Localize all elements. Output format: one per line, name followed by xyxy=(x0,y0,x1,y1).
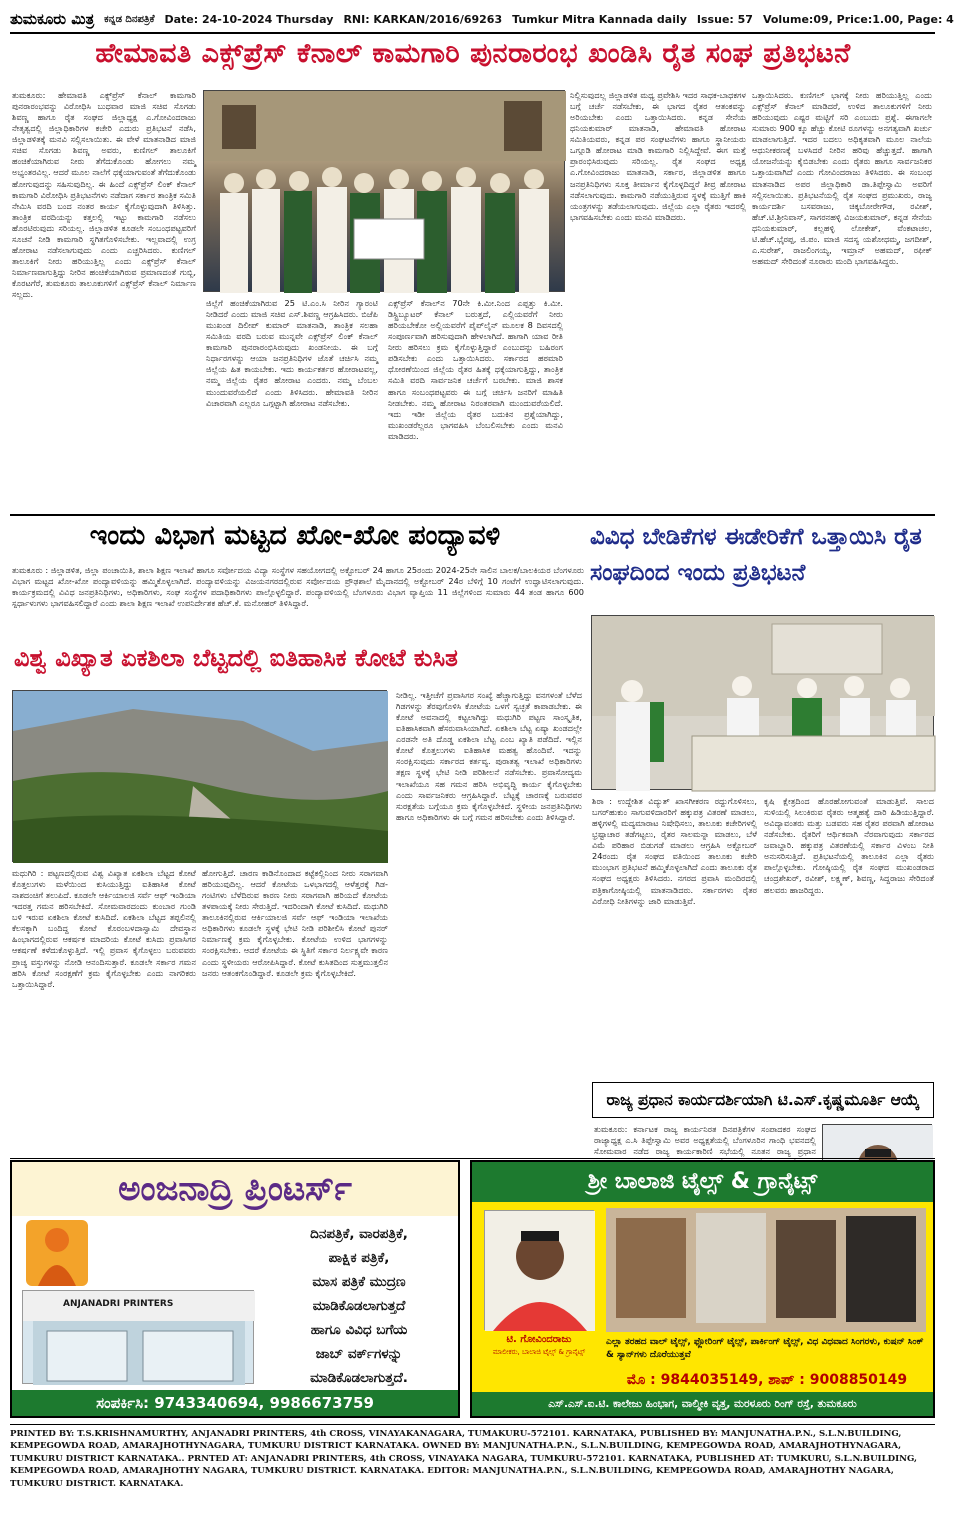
story1-column-3: ಎಕ್ಸ್‌ಪ್ರೆಸ್ ಕೆನಾಲ್‌ನ 70ನೇ ಕಿ.ಮೀ.ನಿಂದ ಎಪ್ಪತ್ತು ಕಿ.ಮೀ. ಡಿಸ್ಟ್ರಿಬ್ಯೂಟರ್ ಕೆನಾಲ್ ಬರುತ್ತದೆ, ಎಲ್ಲಿಯವರೆಗೆ ನೀರು ಹರಿಯಬೇಕೋ ಅಲ್ಲಿಯವರೆಗೆ ಪೈಪ್‌ಲೈನ್ ಮೂಲಕ 8 ದಿವಸದಲ್ಲಿ ಸಂಪೂರ್ಣವಾಗಿ ಹರಿಸುವುದಾಗಿ ಹೇಳಲಾಗಿದೆ. ಹಾಗಾಗಿ ಯಾವ ರೀತಿ ನೀರು ಹರಿಸಲು ಕ್ರಮ ಕೈಗೊಳ್ಳುತ್ತಿದ್ದಾರೆ ಎಂಬುದನ್ನು ಬಹಿರಂಗ ಪಡಿಸಬೇಕು ಎಂದು ಒತ್ತಾಯಿಸಿದರು. ಸರ್ಕಾರದ ಹಠಮಾರಿ ಧೋರಣೆಯಿಂದ ಜಿಲ್ಲೆಯ ರೈತರ ಹಿತಕ್ಕೆ ಧಕ್ಕೆಯಾಗುತ್ತಿದ್ದು, ತಾಂತ್ರಿಕ ಸಮಿತಿ ವರದಿ ಸಾರ್ವಜನಿಕ ಚರ್ಚೆಗೆ ಬರಬೇಕು. ಮಾಜಿ ಶಾಸಕ ಹಾಗೂ ಸಂಬಂಧಪಟ್ಟವರು ಈ ಬಗ್ಗೆ ಚರ್ಚಿಸಿ ಜನರಿಗೆ ಮಾಹಿತಿ ನೀಡಬೇಕು. ನಮ್ಮ ಹೋರಾಟ ನಿರಂತರವಾಗಿ ಮುಂದುವರೆಯಲಿದೆ. ಇದು ಇಡೀ ಜಿಲ್ಲೆಯ ರೈತರ ಬದುಕಿನ ಪ್ರಶ್ನೆಯಾಗಿದ್ದು, ಮುಖಂಡರೆಲ್ಲರೂ ಭಾಗವಹಿಸಿ ಬೆಂಬಲಿಸಬೇಕು ಎಂದು ಮನವಿ ಮಾಡಿದರು. xyxy=(388,298,563,441)
story4-column-2: ಹೋಗುತ್ತಿದೆ. ಚಾರಣ ಕಾಡಿನೊಂದಾದ ಕಟ್ಟೆಕಲ್ಲಿನಿಂದ ನೀರು ಸರಾಗವಾಗಿ ಹರಿಯುವುದಿಲ್ಲ. ಆದರೆ ಕೋಟೆಯ ಒಳಭಾಗದಲ್ಲಿ ಆಳೆತ್ತರಕ್ಕೆ ಗಿಡ-ಗಂಟಿಗಳು ಬೆಳೆದಿರುವ ಕಾರಣ ನೀರು ಸರಾಗವಾಗಿ ಹರಿಯದೆ ಕೋಟೆಯ ತಳಪಾಯಕ್ಕೆ ನೀರು ಸೇರುತ್ತಿದೆ. ಇದರಿಂದಾಗಿ ಕೋಟೆ ಕುಸಿದಿದೆ. ಮಧುಗಿರಿ ತಾಲೂಕಿನಲ್ಲಿರುವ ಆರ್ಕಿಯಾಲಜಿ ಸರ್ವೆ ಆಫ್ ಇಂಡಿಯಾ ಇಲಾಖೆಯ ಅಧಿಕಾರಿಗಳು ಕೂಡಲೇ ಸ್ಥಳಕ್ಕೆ ಭೇಟಿ ನೀಡಿ ಪರಿಶೀಲಿಸಿ ಕೋಟೆ ಪುನರ್ ನಿರ್ಮಾಣಕ್ಕೆ ಕ್ರಮ ಕೈಗೊಳ್ಳಬೇಕು. ಕೋಟೆಯ ಉಳಿದ ಭಾಗಗಳನ್ನು ಸಂರಕ್ಷಿಸಬೇಕು. ಆದರೆ ಕೋಟೆಯ ಈ ಸ್ಥಿತಿಗೆ ಸರ್ಕಾರ ನಿರ್ಲಕ್ಷ್ಯವೇ ಕಾರಣ ಎಂದು ಸ್ಥಳೀಯರು ಆರೋಪಿಸಿದ್ದಾರೆ. ಕೋಟೆ ಕುಸಿತದಿಂದ ಸುತ್ತಮುತ್ತಲಿನ ಜನರು ಆತಂಕಗೊಂಡಿದ್ದಾರೆ. ಕೂಡಲೇ ಕ್ರಮ ಕೈಗೊಳ್ಳಬೇಕಿದೆ. xyxy=(202,868,388,978)
story3-headline-text: ವಿವಿಧ ಬೇಡಿಕೆಗಳ ಈಡೇರಿಕೆಗೆ ಒತ್ತಾಯಿಸಿ ರೈತ ಸಂಘದಿಂದ ಇಂದು ಪ್ರತಿಭಟನೆ xyxy=(590,524,922,586)
story4-headline: ವಿಶ್ವ ವಿಖ್ಯಾತ ಏಕಶಿಲಾ ಬೆಟ್ಟದಲ್ಲಿ ಐತಿಹಾಸಿಕ ಕೋಟೆ ಕುಸಿತ xyxy=(14,644,458,672)
ad-balaji-tiles xyxy=(470,1160,935,1418)
story2-headline: ಇಂದು ವಿಭಾಗ ಮಟ್ಟದ ಖೋ-ಖೋ ಪಂದ್ಯಾವಳಿ xyxy=(89,520,501,551)
ad1-service-line: ಮಾಡಿಕೊಡಲಾಗುತ್ತದೆ xyxy=(312,1298,406,1314)
ad2-offer: ಎಲ್ಲಾ ತರಹದ ವಾಲ್ ಟೈಲ್ಸ್, ಫ್ಲೋರಿಂಗ್ ಟೈಲ್ಸ್, ಪಾರ್ಕಿಂಗ್ ಟೈಲ್ಸ್, ವಿಧ ವಿಧವಾದ ಸಿಂಗರಳು, ಕುಷನ್ ಸಿಂಕ್ & ಸ್ಯಾನ್‌ಗಳು ದೊರೆಯುತ್ತವೆ xyxy=(606,1337,924,1361)
ad1-service-line: ಪಾಕ್ಷಿಕ ಪತ್ರಿಕೆ, xyxy=(328,1250,390,1266)
ad1-service-line: ಮಾಸ ಪತ್ರಿಕೆ ಮುದ್ರಣ xyxy=(312,1274,406,1290)
rni-number: RNI: KARKAN/2016/69263 xyxy=(343,12,503,26)
ad2-title: ಶ್ರೀ ಬಾಲಾಜಿ ಟೈಲ್ಸ್ & ಗ್ರಾನೈಟ್ಸ್ xyxy=(472,1162,933,1202)
story2-body: ತುಮಕೂರು : ಜಿಲ್ಲಾಡಳಿತ, ಜಿಲ್ಲಾ ಪಂಚಾಯಿತಿ, ಶಾಲಾ ಶಿಕ್ಷಣ ಇಲಾಖೆ ಹಾಗೂ ಸರ್ವೋದಯ ವಿದ್ಯಾ ಸಂಸ್ಥೆಗಳ ಸಹಯೋಗದಲ್ಲಿ ಅಕ್ಟೋಬರ್ 24 ಹಾಗೂ 25ರಂದು 2024-25ನೇ ಸಾಲಿನ ಬಾಲಕ/ಬಾಲಕಿಯರ ಬೆಂಗಳೂರು ವಿಭಾಗ ಮಟ್ಟದ ಖೋ-ಖೋ ಪಂದ್ಯಾವಳಿಯನ್ನು ಹಮ್ಮಿಕೊಳ್ಳಲಾಗಿದೆ. ಪಂದ್ಯಾವಳಿಯನ್ನು ವಿಜಯನಗರದಲ್ಲಿರುವ ಸರ್ವೋದಯ ಪ್ರೌಢಶಾಲೆ ಮೈದಾನದಲ್ಲಿ ಅಕ್ಟೋಬರ್ 24ರ ಬೆಳಿಗ್ಗೆ 10 ಗಂಟೆಗೆ ಉದ್ಘಾಟಿಸಲಾಗುವುದು. ಕಾರ್ಯಕ್ರಮದಲ್ಲಿ ವಿವಿಧ ಜನಪ್ರತಿನಿಧಿಗಳು, ಅಧಿಕಾರಿಗಳು, ಸಂಘ ಸಂಸ್ಥೆಗಳ ಪದಾಧಿಕಾರಿಗಳು ಪಾಲ್ಗೊಳ್ಳಲಿದ್ದಾರೆ. ಪಂದ್ಯಾವಳಿಯಲ್ಲಿ ಬೆಂಗಳೂರು ವಿಭಾಗ ವ್ಯಾಪ್ತಿಯ 11 ಜಿಲ್ಲೆಗಳಿಂದ ಸುಮಾರು 44 ತಂಡ ಹಾಗೂ 600 ಸ್ಪರ್ಧಾಳುಗಳು ಭಾಗವಹಿಸಲಿದ್ದಾರೆ ಎಂದು ಶಾಲಾ ಶಿಕ್ಷಣ ಇಲಾಖೆ ಉಪನಿರ್ದೇಶಕ ಹೆಚ್.ಕೆ. ಮನೋಹರ್ ತಿಳಿಸಿದ್ದಾರೆ. xyxy=(12,565,584,609)
footer-imprint: PRINTED BY: T.S.KRISHNAMURTHY, ANJANADRI PRINTERS, 4th CROSS, VINAYAKANAGARA, TUMAKURU-572101. KARNATAKA, PUBLISHED BY: MANJUNATHA.P.N., S.L.N.BUILDING, KEMPEGOWDA ROAD, AMARAJHOTHYNAGARA, TUMKURU DISTRICT KARNATAKA. OWNED BY: MANJUNATHA.P.N., S.L.N.BUILDING, KEMPEGOWDA ROAD, AMARAJHOTHYNAGARA, TUMKURU DISTRICT KARNATAKA.. PRNTED AT: ANJANADRI PRINTERS, 4th CROSS, VINAYAKA NAGARA, TUMKURU-572101. KARNATAKA, PUBLISHED AT: TUMKURU, S.L.N.BUILDING, KEMPEGOWDA ROAD, AMARAJHOTHY NAGARA, TUMKURU DISTRICT. KARNATAKA. EDITOR: MANJUNATHA.P.N., S.L.N.BUILDING, KEMPEGOWDA ROAD, AMARAJHOTHY NAGARA, TUMKURU DISTRICT. KARNATAKA. xyxy=(10,1429,917,1489)
ad1-service-line: ಜಾಬ್ ವರ್ಕ್‌ಗಳನ್ನು xyxy=(315,1346,403,1362)
story4-fort-photo xyxy=(12,690,387,862)
ad2-owner-name: ಟಿ. ಗೋವಿಂದರಾಜು xyxy=(506,1334,572,1345)
ad1-shop-photo xyxy=(22,1290,254,1384)
ad1-contact: ಸಂಪರ್ಕಿಸಿ: 9743340694, 9986673759 xyxy=(12,1390,458,1416)
deity-icon xyxy=(26,1220,88,1286)
story1-column-5: ಒತ್ತಾಯಿಸಿದರು. ಕುಣಿಗಲ್ ಭಾಗಕ್ಕೆ ನೀರು ಹರಿಯುತ್ತಿಲ್ಲ ಎಂದು ಎಕ್ಸ್‌ಪ್ರೆಸ್ ಕೆನಾಲ್ ಮಾಡಿದರೆ, ಉಳಿದ ತಾಲೂಕುಗಳಿಗೆ ನೀರು ಹರಿಯುವುದು ಎಷ್ಟರ ಮಟ್ಟಿಗೆ ಸರಿ ಎಂಬುದು ಪ್ರಶ್ನೆ. ಈಗಾಗಲೇ ಸುಮಾರು 900 ಕ್ಕೂ ಹೆಚ್ಚು ಕೋಟಿ ರೂಗಳನ್ನು ಅನಗತ್ಯವಾಗಿ ಖರ್ಚು ಮಾಡಲಾಗುತ್ತಿದೆ. ಇದರ ಬದಲು ಅಧಿಕೃತವಾಗಿ ಮೂಲ ನಾಲೆಯ ಆಧುನೀಕರಣಕ್ಕೆ ಬಳಸಿದರೆ ನೀರಿನ ಹರಿವು ಹೆಚ್ಚುತ್ತದೆ. ಹಾಗಾಗಿ ಯೋಜನೆಯನ್ನು ಕೈಬಿಡಬೇಕು ಎಂದು ರೈತರು ಹಾಗೂ ಸಾರ್ವಜನಿಕರ ಒತ್ತಾಯವಾಗಿದೆ ಎಂದು ಗೋವಿಂದರಾಜು ತಿಳಿಸಿದರು. ಈ ಸಂಬಂಧ ಮಾತನಾಡಿದ ಅಪರ ಜಿಲ್ಲಾಧಿಕಾರಿ ಡಾ.ತಿಪ್ಪೇಸ್ವಾಮಿ ಅವರಿಗೆ ಸಲ್ಲಿಸಲಾಯಿತು. ಪ್ರತಿಭಟನೆಯಲ್ಲಿ ರೈತ ಸಂಘದ ಪ್ರಮುಖರು, ರಾಜ್ಯ ಕಾರ್ಯದರ್ಶಿ ಬಸವರಾಜು, ಚಿಕ್ಕಬೋರೇಗೌಡ, ರವೀಶ್, ಹೆಚ್.ಟಿ.ಶ್ರೀನಿವಾಸ್, ಸಾಗರನಹಳ್ಳಿ ವಿಜಯಕುಮಾರ್, ಕನ್ನಡ ಸೇನೆಯ ಧನಿಯಕುಮಾರ್, ಕಲ್ಲಹಳ್ಳಿ ಲೋಕೇಶ್, ವೆಂಕಟಾಚಲ, ಟಿ.ಹೆಚ್.ಭೈರಪ್ಪ, ಜಿ.ಪಂ. ಮಾಜಿ ಸದಸ್ಯ ಯಶೋಧಮ್ಮ, ಜಗದೀಶ್, ಎ.ಸುರೇಶ್, ರಾಜಲಿಂಗಯ್ಯ, ಇಮ್ರಾನ್ ಅಹಮದ್, ರಫೀಕ್ ಅಹಮದ್ ಸೇರಿದಂತೆ ನೂರಾರು ಮಂದಿ ಭಾಗವಹಿಸಿದ್ದರು. xyxy=(752,90,932,266)
ad2-owner-photo xyxy=(484,1210,594,1330)
ad-anjanadri-printers xyxy=(10,1160,460,1418)
tiles-illustration xyxy=(606,1208,926,1332)
story5-body: ತುಮಕೂರು: ಕರ್ನಾಟಕ ರಾಜ್ಯ ಕಾರ್ಯನಿರತ ದಿನಪತ್ರಿಕೆಗಳ ಸಂಪಾದಕರ ಸಂಘದ ರಾಜ್ಯಾಧ್ಯಕ್ಷ ಎ.ಸಿ ತಿಪ್ಪೇಸ್ವಾಮಿ ಅವರ ಅಧ್ಯಕ್ಷತೆಯಲ್ಲಿ ಬೆಂಗಳೂರಿನ ಗಾಂಧಿ ಭವನದಲ್ಲಿ ಸೋಮವಾರ ನಡೆದ ರಾಜ್ಯ ಕಾರ್ಯಕಾರಿಣಿ ಸಭೆಯಲ್ಲಿ ನೂತನ ರಾಜ್ಯ ಪ್ರಧಾನ xyxy=(594,1124,816,1157)
masthead-tagline: ಕನ್ನಡ ದಿನಪತ್ರಿಕೆ xyxy=(104,13,155,25)
story1-column-1: ತುಮಕೂರು: ಹೇಮಾವತಿ ಎಕ್ಸ್‌ಪ್ರೆಸ್ ಕೆನಾಲ್ ಕಾಮಗಾರಿ ಪುನರಾರಂಭವನ್ನು ವಿರೋಧಿಸಿ ಬುಧವಾರ ಮಾಜಿ ಸಚಿವ ಸೊಗಡು ಶಿವಣ್ಣ ಹಾಗೂ ರೈತ ಸಂಘದ ಜಿಲ್ಲಾಧ್ಯಕ್ಷ ಎ.ಗೋವಿಂದರಾಜು ನೇತೃತ್ವದಲ್ಲಿ ಜಿಲ್ಲಾಧಿಕಾರಿಗಳ ಕಚೇರಿ ಎದುರು ಪ್ರತಿಭಟನೆ ನಡೆಸಿ, ಜಿಲ್ಲಾಡಳಿತಕ್ಕೆ ಮನವಿ ಸಲ್ಲಿಸಲಾಯಿತು. ಈ ವೇಳೆ ಮಾತನಾಡಿದ ಮಾಜಿ ಸಚಿವ ಸೊಗಡು ಶಿವಣ್ಣ ಅವರು, ಕುಣಿಗಲ್ ತಾಲೂಕಿಗೆ ಹಂಚಿಕೆಯಾಗಿರುವ ನೀರು ತೆಗೆದುಕೊಂಡು ಹೋಗಲು ನಮ್ಮ ಅಭ್ಯಂತರವಿಲ್ಲ. ಆದರೆ ಮೂಲ ನಾಲೆಗೆ ಧಕ್ಕೆಯಾಗುವಂತೆ ತೆಗೆದುಕೊಂಡು ಹೋಗುವುದನ್ನು ಸಹಿಸುವುದಿಲ್ಲ. ಈ ಹಿಂದೆ ಎಕ್ಸ್‌ಪ್ರೆಸ್ ಲಿಂಕ್ ಕೆನಾಲ್ ಕಾಮಗಾರಿ ವಿರೋಧಿಸಿ ಪ್ರತಿಭಟನೆಗಳು ನಡೆದಾಗ ಸರ್ಕಾರ ತಾಂತ್ರಿಕ ಸಮಿತಿ ನೇಮಿಸಿ ವರದಿ ಬಂದ ನಂತರ ಕಾರ್ಯ ಕೈಗೊಳ್ಳುವುದಾಗಿ ತಿಳಿಸಿತ್ತು. ತಾಂತ್ರಿಕ ವರದಿಯನ್ನು ಕತ್ತಲಲ್ಲಿ ಇಟ್ಟು ಕಾಮಗಾರಿ ನಡೆಸಲು ಹೊರಟಿರುವುದು ಸರಿಯಲ್ಲ. ಜಿಲ್ಲಾಡಳಿತ ಕೂಡಲೇ ಸಂಬಂಧಪಟ್ಟವರಿಗೆ ಸೂಚನೆ ನೀಡಿ ಕಾಮಗಾರಿ ಸ್ಥಗಿತಗೊಳಿಸಬೇಕು. ಇಲ್ಲವಾದಲ್ಲಿ ಉಗ್ರ ಹೋರಾಟ ನಡೆಸಲಾಗುವುದು ಎಂದು ಎಚ್ಚರಿಸಿದರು. ಕುಣಿಗಲ್ ತಾಲೂಕಿಗೆ ನೀರು ಹರಿಯುತ್ತಿಲ್ಲ ಎಂದು ಎಕ್ಸ್‌ಪ್ರೆಸ್ ಕೆನಾಲ್ ನಿರ್ಮಾಣವಾಗುತ್ತಿದ್ದು ನೀರಿನ ಹಂಚಿಕೆಯಾಗಿರುವ ಪ್ರಮಾಣದಂತೆ ಗುಬ್ಬಿ, ಕೊರಟಗೆರೆ, ತುಮಕೂರು ತಾಲೂಕುಗಳಿಗೆ ಎಕ್ಸ್‌ಪ್ರೆಸ್ ಕೆನಾಲ್ ನಿರ್ಮಾಣ ಸಲ್ಲದು. xyxy=(12,90,196,300)
issue-number: Issue: 57 xyxy=(696,12,753,26)
ad1-hanuman-image xyxy=(26,1220,88,1286)
volume-price-page: Volume:09, Price:1.00, Page: 4 xyxy=(762,12,954,26)
story1-protest-photo xyxy=(203,90,565,292)
press-meet-illustration xyxy=(592,616,935,791)
masthead xyxy=(10,6,954,34)
story1-headline: ಹೇಮಾವತಿ ಎಕ್ಸ್‌ಪ್ರೆಸ್ ಕೆನಾಲ್ ಕಾಮಗಾರಿ ಪುನರಾರಂಭ ಖಂಡಿಸಿ ರೈತ ಸಂಘ ಪ್ರತಿಭಟನೆ xyxy=(95,38,851,69)
story4-column-3: ನೀಡಿಲ್ಲ. ಇತ್ತೀಚೆಗೆ ಪ್ರವಾಸಿಗರ ಸಂಖ್ಯೆ ಹೆಚ್ಚಾಗುತ್ತಿದ್ದು ವನಗಳಂತೆ ಬೆಳೆದ ಗಿಡಗಳನ್ನು ತೆರವುಗೊಳಿಸಿ ಕೋಟೆಯ ಒಳಗೆ ಸ್ವಚ್ಛತೆ ಕಾಪಾಡಬೇಕು. ಈ ಕೋಟೆ ಅವನಾದಲ್ಲಿ ಕಟ್ಟಲಾಗಿದ್ದು ಮಧುಗಿರಿ ಪಟ್ಟಣ ಸಾಂಸ್ಕೃತಿಕ, ಐತಿಹಾಸಿಕವಾಗಿ ಹೆಸರುವಾಸಿಯಾಗಿದೆ. ಏಕಶಿಲಾ ಬೆಟ್ಟ ಏಷ್ಯಾ ಖಂಡದಲ್ಲೇ ಎರಡನೇ ಅತಿ ದೊಡ್ಡ ಏಕಶಿಲಾ ಬೆಟ್ಟ ಎಂಬ ಖ್ಯಾತಿ ಪಡೆದಿದೆ. ಇಲ್ಲಿನ ಕೋಟೆ ಕೊತ್ತಲುಗಳು ಐತಿಹಾಸಿಕ ಮಹತ್ವ ಹೊಂದಿವೆ. ಇದನ್ನು ಸಂರಕ್ಷಿಸುವುದು ಸರ್ಕಾರದ ಕರ್ತವ್ಯ. ಪುರಾತತ್ವ ಇಲಾಖೆ ಅಧಿಕಾರಿಗಳು ತಕ್ಷಣ ಸ್ಥಳಕ್ಕೆ ಭೇಟಿ ನೀಡಿ ಪರಿಶೀಲನೆ ನಡೆಸಬೇಕು. ಪ್ರವಾಸೋದ್ಯಮ ಇಲಾಖೆಯೂ ಸಹ ಗಮನ ಹರಿಸಿ ಅಭಿವೃದ್ಧಿ ಕಾರ್ಯ ಕೈಗೊಳ್ಳಬೇಕು ಎಂದು ಸಾರ್ವಜನಿಕರು ಆಗ್ರಹಿಸಿದ್ದಾರೆ. ಬೆಟ್ಟಕ್ಕೆ ಚಾರಣಕ್ಕೆ ಬರುವವರ ಸುರಕ್ಷತೆಯ ಬಗ್ಗೆಯೂ ಕ್ರಮ ಕೈಗೊಳ್ಳಬೇಕಿದೆ. ಸ್ಥಳೀಯ ಜನಪ್ರತಿನಿಧಿಗಳು ಹಾಗೂ ಅಧಿಕಾರಿಗಳು ಈ ಬಗ್ಗೆ ಗಮನ ಹರಿಸಬೇಕು ಎಂದು ತಿಳಿಸಿದ್ದಾರೆ. xyxy=(396,690,582,822)
story5-headline: ರಾಜ್ಯ ಪ್ರಧಾನ ಕಾರ್ಯದರ್ಶಿಯಾಗಿ ಟಿ.ಎಸ್.ಕೃಷ್ಣಮೂರ್ತಿ ಆಯ್ಕೆ xyxy=(606,1090,920,1109)
fort-illustration xyxy=(13,691,388,863)
ad1-services xyxy=(262,1222,456,1390)
footer-divider xyxy=(10,1424,935,1425)
ad2-address: ಎಸ್.ಎಸ್.ಐ.ಟಿ. ಕಾಲೇಜು ಹಿಂಭಾಗ, ವಾಲ್ಮೀಕಿ ವೃತ್ತ, ಮರಳೂರು ರಿಂಗ್ ರಸ್ತೆ, ತುಮಕೂರು xyxy=(472,1392,933,1416)
ad1-service-line: ಹಾಗೂ ವಿವಿಧ ಬಗೆಯ xyxy=(310,1322,408,1338)
ads-divider xyxy=(10,1158,935,1159)
story4-column-1: ಮಧುಗಿರಿ : ಪಟ್ಟಣದಲ್ಲಿರುವ ವಿಶ್ವ ವಿಖ್ಯಾತ ಏಕಶಿಲಾ ಬೆಟ್ಟದ ಕೋಟೆ ಕೊತ್ತಲುಗಳು ಮಳೆಯಿಂದ ಕುಸಿಯುತ್ತಿದ್ದು ಐತಿಹಾಸಿಕ ಕೋಟೆ ನಾಶದಂಚಿಗೆ ತಲುಪಿದೆ. ಕೂಡಲೇ ಆರ್ಕಿಯಾಲಜಿ ಸರ್ವೆ ಆಫ್ ಇಂಡಿಯಾ ಇದರತ್ತ ಗಮನ ಹರಿಸಬೇಕಿದೆ. ಸೋಮವಾರದಂದು ಕುಂಬಾರ ಗುಂಡಿ ಬಳಿ ಇರುವ ಏಕಶಿಲಾ ಕೋಟೆ ಕುಸಿದಿದೆ. ಏಕಶಿಲಾ ಬೆಟ್ಟದ ತಪ್ಪಲಿನಲ್ಲಿ ಕೆಲಸಕ್ಕಾಗಿ ಬಂದಿದ್ದ ಕೋಟೆ ಕೊರಂಬಳದಾಸ್ವಾಮಿ ದೇವಸ್ಥಾನ ಹಿಂಭಾಗದಲ್ಲಿರುವ ಆಕರ್ಷಕ ಮಾದರಿಯ ಕೋಟೆ ಕುಸಿದು ಪ್ರವಾಸಿಗರ ಆಕರ್ಷಣೆ ಕಳೆದುಕೊಳ್ಳುತ್ತಿದೆ. ಇಲ್ಲಿ ಪ್ರವಾಸ ಕೈಗೊಳ್ಳಲು ಬರುವವರು ಪ್ರಾಚ್ಯ ವಸ್ತುಗಳನ್ನು ನೋಡಿ ಆನಂದಿಸುತ್ತಾರೆ. ಕೂಡಲೇ ಸರ್ಕಾರ ಗಮನ ಹರಿಸಿ ಕೋಟೆ ಸಂರಕ್ಷಣೆಗೆ ಕ್ರಮ ಕೈಗೊಳ್ಳಬೇಕು ಎಂದು ನಾಗರಿಕರು ಒತ್ತಾಯಿಸಿದ್ದಾರೆ. xyxy=(12,868,196,989)
ad2-tiles-image xyxy=(606,1208,926,1332)
owner-portrait-icon xyxy=(485,1211,595,1331)
story3-column-2: ಕೃಷಿ ಕ್ಷೇತ್ರದಿಂದ ಹೊರಹೋಗುವಂತೆ ಮಾಡುತ್ತಿವೆ. ಸಾಲದ ಸುಳಿಯಲ್ಲಿ ಸಿಲುಕಿರುವ ರೈತರು ಆತ್ಮಹತ್ಯೆ ದಾರಿ ಹಿಡಿಯುತ್ತಿದ್ದಾರೆ. ಅವಿದ್ಯಾವಂತರು ಮತ್ತು ಬಡವರು ಸಹ ರೈತರ ಪರವಾಗಿ ಹೋರಾಟ ನಡೆಸಬೇಕು. ರೈತರಿಗೆ ಆರ್ಥಿಕವಾಗಿ ನೆರವಾಗುವುದು ಸರ್ಕಾರದ ಜವಾಬ್ದಾರಿ. ಹಕ್ಕುಪತ್ರ ವಿತರಣೆಯಲ್ಲಿ ಸರ್ಕಾರ ವಿಳಂಬ ನೀತಿ ಅನುಸರಿಸುತ್ತಿದೆ. ಪ್ರತಿಭಟನೆಯಲ್ಲಿ ತಾಲೂಕಿನ ಎಲ್ಲಾ ರೈತರು ಪಾಲ್ಗೊಳ್ಳಬೇಕು. ಗೋಷ್ಠಿಯಲ್ಲಿ ರೈತ ಸಂಘದ ಮುಖಂಡರಾದ ಚಂದ್ರಶೇಖರ್, ರವೀಶ್, ಲಕ್ಷ್ಮಣ್, ಶಿವಣ್ಣ, ಸಿದ್ದರಾಜು ಸೇರಿದಂತೆ ಹಲವರು ಹಾಜರಿದ್ದರು. xyxy=(764,796,934,895)
issue-date: Date: 24-10-2024 Thursday xyxy=(164,12,334,26)
ad1-service-line: ಮಾಡಿಕೊಡಲಾಗುತ್ತದೆ. xyxy=(310,1370,408,1386)
ad1-service-line: ದಿನಪತ್ರಿಕೆ, ವಾರಪತ್ರಿಕೆ, xyxy=(310,1226,408,1242)
story3-column-1: ಶಿರಾ : ಉದ್ದೇಶಿತ ವಿದ್ಯುತ್ ಖಾಸಗೀಕರಣ ರದ್ದುಗೊಳಿಸಲು, ಬಗರ್‌ಹುಕುಂ ಸಾಗುವಳಿದಾರರಿಗೆ ಹಕ್ಕುಪತ್ರ ವಿತರಣೆ ಮಾಡಲು, ಹಳ್ಳಿಗಳಲ್ಲಿ ಮದ್ಯಮಾರಾಟ ನಿಷೇಧಿಸಲು, ತಾಲೂಕು ಕಚೇರಿಗಳಲ್ಲಿ ಭ್ರಷ್ಟಾಚಾರ ತಡೆಗಟ್ಟಲು, ರೈತರ ಸಾಲಮನ್ನಾ ಮಾಡಲು, ಬೆಳೆ ವಿಮೆ ಪರಿಹಾರ ಬಿಡುಗಡೆ ಮಾಡಲು ಆಗ್ರಹಿಸಿ ಅಕ್ಟೋಬರ್ 24ರಂದು ರೈತ ಸಂಘದ ವತಿಯಿಂದ ತಾಲೂಕು ಕಚೇರಿ ಮುಂಭಾಗ ಪ್ರತಿಭಟನೆ ಹಮ್ಮಿಕೊಳ್ಳಲಾಗಿದೆ ಎಂದು ತಾಲೂಕು ರೈತ ಸಂಘದ ಅಧ್ಯಕ್ಷರು ತಿಳಿಸಿದರು. ನಗರದ ಪ್ರವಾಸಿ ಮಂದಿರದಲ್ಲಿ ಪತ್ರಿಕಾಗೋಷ್ಠಿಯಲ್ಲಿ ಮಾತನಾಡಿದರು. ಸರ್ಕಾರಗಳು ರೈತರ ವಿರೋಧಿ ನೀತಿಗಳನ್ನು ಜಾರಿ ಮಾಡುತ್ತಿವೆ. xyxy=(592,796,757,906)
section-divider xyxy=(10,514,935,516)
story3-press-meet-photo xyxy=(591,615,934,790)
ad1-title: ಅಂಜನಾದ್ರಿ ಪ್ರಿಂಟರ್ಸ್ xyxy=(12,1162,458,1216)
story1-column-2: ಜಿಲ್ಲೆಗೆ ಹಂಚಿಕೆಯಾಗಿರುವ 25 ಟಿ.ಎಂ.ಸಿ ನೀರಿನ ಗ್ಯಾರಂಟಿ ನೀಡಿದರೆ ಎಂದು ಮಾಜಿ ಸಚಿವ ಎಸ್.ಶಿವಣ್ಣ ಆಗ್ರಹಿಸಿದರು. ಬಿಜೆಪಿ ಮುಖಂಡ ದಿಲೀಪ್ ಕುಮಾರ್ ಮಾತನಾಡಿ, ತಾಂತ್ರಿಕ ಸಲಹಾ ಸಮಿತಿಯ ವರದಿ ಬರುವ ಮುನ್ನವೇ ಎಕ್ಸ್‌ಪ್ರೆಸ್ ಲಿಂಕ್ ಕೆನಾಲ್ ಕಾಮಗಾರಿ ಪುನರಾರಂಭಿಸಿರುವುದು ಖಂಡನೀಯ. ಈ ಬಗ್ಗೆ ನಿರ್ಧಾರಗಳನ್ನು ಆಯಾ ಜನಪ್ರತಿನಿಧಿಗಳ ಜೊತೆ ಚರ್ಚಿಸಿ ನಮ್ಮ ಜಿಲ್ಲೆಯ ಹಿತ ಕಾಯಬೇಕು. ಇದು ಕಾರ್ಯಕರ್ತರ ಹೋರಾಟವಲ್ಲ, ನಮ್ಮ ಜಿಲ್ಲೆಯ ರೈತರ ಹೋರಾಟ ಎಂದರು. ನಮ್ಮ ಬೆಂಬಲ ಮುಂದುವರೆಯಲಿದೆ ಎಂದು ತಿಳಿಸಿದರು. ಹೇಮಾವತಿ ನೀರಿನ ವಿಚಾರವಾಗಿ ಎಲ್ಲರೂ ಒಗ್ಗಟ್ಟಾಗಿ ಹೋರಾಟ ನಡೆಸಬೇಕು. xyxy=(206,298,378,408)
masthead-logo: ತುಮಕೂರು ಮಿತ್ರ xyxy=(10,10,95,28)
story1-column-4: ನಿಲ್ಲಿಸುವುದಲ್ಲ ಜಿಲ್ಲಾಡಳಿತ ಮಧ್ಯ ಪ್ರವೇಶಿಸಿ ಇದರ ಸಾಧಕ-ಬಾಧಕಗಳ ಬಗ್ಗೆ ಚರ್ಚೆ ನಡೆಸಬೇಕು, ಈ ಭಾಗದ ರೈತರ ಆತಂಕವನ್ನು ಅರಿಯಬೇಕು ಎಂದು ಒತ್ತಾಯಿಸಿದರು. ಕನ್ನಡ ಸೇನೆಯ ಧನಿಯಕುಮಾರ್ ಮಾತನಾಡಿ, ಹೇಮಾವತಿ ಹೋರಾಟ ಸಮಿತಿಯವರು, ಕನ್ನಡ ಪರ ಸಂಘಟನೆಗಳು ಹಾಗೂ ಸ್ಥಾನೀಯರು ಒಗ್ಗೂಡಿ ಹೋರಾಟ ಮಾಡಿ ಕಾಮಗಾರಿ ನಿಲ್ಲಿಸಿದ್ದೇವೆ. ಈಗ ಮತ್ತೆ ಪ್ರಾರಂಭಿಸಿರುವುದು ಸರಿಯಲ್ಲ. ರೈತ ಸಂಘದ ಅಧ್ಯಕ್ಷ ಎ.ಗೋವಿಂದರಾಜು ಮಾತನಾಡಿ, ಸರ್ಕಾರ, ಜಿಲ್ಲಾಡಳಿತ ಹಾಗೂ ಜನಪ್ರತಿನಿಧಿಗಳು ಸೂಕ್ತ ತೀರ್ಮಾನ ಕೈಗೊಳ್ಳದಿದ್ದರೆ ತೀವ್ರ ಹೋರಾಟ ನಡೆಸಲಾಗುವುದು. ಕಾಮಗಾರಿ ನಡೆಯುತ್ತಿರುವ ಸ್ಥಳಕ್ಕೆ ಮುತ್ತಿಗೆ ಹಾಕಿ ಯಂತ್ರಗಳನ್ನು ತಡೆಯಲಾಗುವುದು. ಜಿಲ್ಲೆಯ ಎಲ್ಲಾ ರೈತರು ಇದರಲ್ಲಿ ಭಾಗವಹಿಸಬೇಕು ಎಂದು ಮನವಿ ಮಾಡಿದರು. xyxy=(570,90,746,222)
ad2-phone-numbers: ಮೊ : 9844035149, ಶಾಪ್ : 9008850149 xyxy=(626,1372,908,1388)
story5-headline-box xyxy=(592,1082,934,1118)
paper-name: Tumkur Mitra Kannada daily xyxy=(512,12,687,26)
crowd-illustration xyxy=(204,91,566,293)
ad1-shop-sign: ANJANADRI PRINTERS xyxy=(63,1299,174,1309)
story3-headline xyxy=(590,520,935,610)
ad2-owner-subtitle: ಮಾಲೀಕರು, ಬಾಲಾಜಿ ಟೈಲ್ಸ್ & ಗ್ರಾನೈಟ್ಸ್ xyxy=(492,1348,586,1356)
